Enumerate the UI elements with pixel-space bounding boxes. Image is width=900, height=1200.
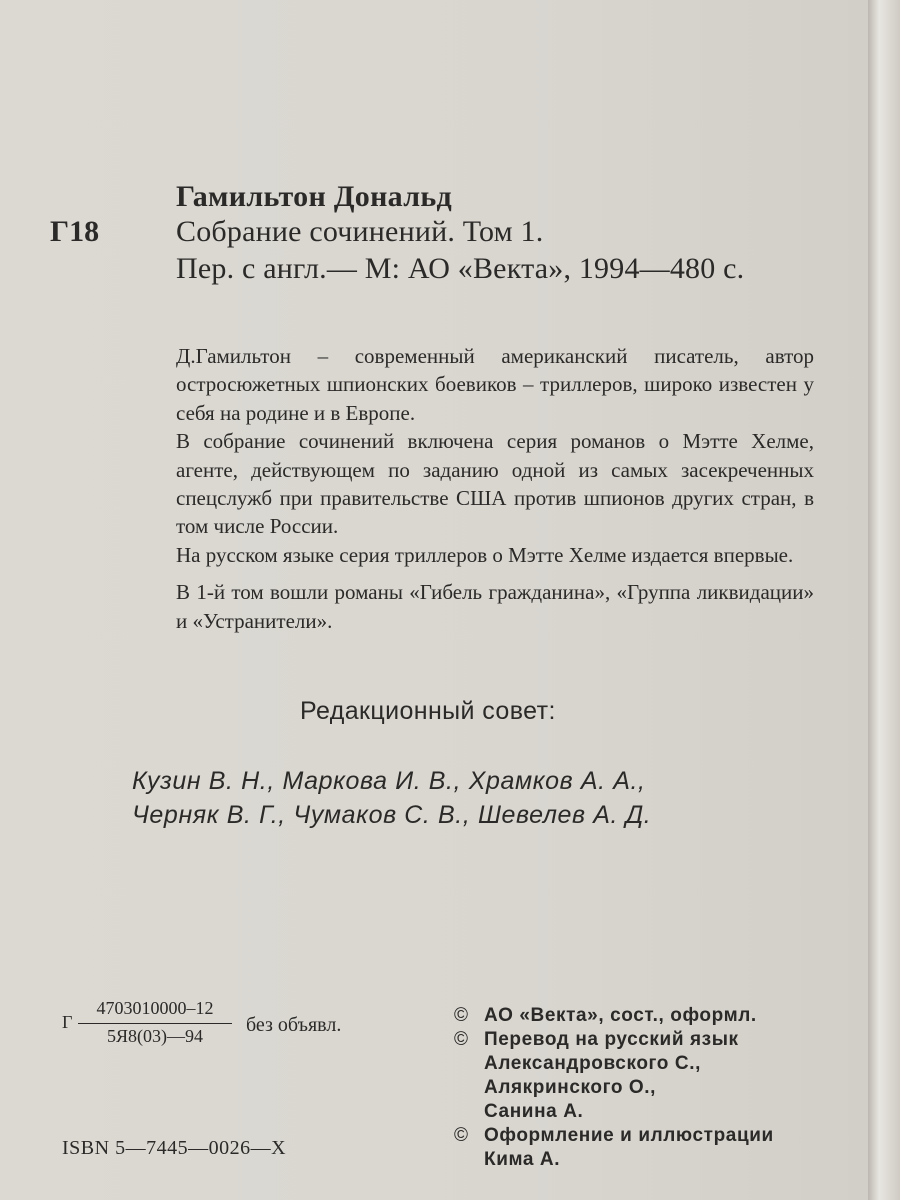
no-ads-note: без объявл.	[246, 1014, 342, 1036]
copyright-icon: ©	[454, 1125, 469, 1146]
annotation-paragraph: В собрание сочинений включена серия романов о Мэтте Хелме, агенте, действующем по заданию одной из самых засекреченных спецслужб при правительстве США против шпионов других стран, в том числе России.	[176, 429, 814, 539]
council-members-line: Черняк В. Г., Чумаков С. В., Шевелев А. Д.	[132, 801, 652, 829]
annotation-paragraph: Д.Гамильтон – современный американский писатель, автор остросюжетных шпионских боевиков – триллеров, широко известен у себя на родине и в Европе.	[176, 344, 814, 425]
copyright-line: Кима А.	[484, 1149, 561, 1170]
publication-index-numerator: 4703010000–12	[96, 998, 214, 1018]
copyright-line: Алякринского О.,	[484, 1077, 657, 1098]
publication-index-letter: Г	[62, 1012, 73, 1032]
copyright-block	[454, 1004, 774, 1172]
copyright-line: Перевод на русский язык	[484, 1029, 739, 1050]
isbn: ISBN 5—7445—0026—X	[62, 1137, 287, 1159]
copyright-line: Александровского С.,	[484, 1053, 701, 1074]
copyright-icon: ©	[454, 1029, 469, 1050]
imprint-line: Пер. с англ.— М: АО «Векта», 1994—480 с.	[176, 252, 745, 285]
annotation	[176, 342, 814, 635]
book-title: Собрание сочинений. Том 1.	[176, 215, 544, 248]
fraction-divider	[78, 1023, 232, 1024]
annotation-paragraph: На русском языке серия триллеров о Мэтте Хелме издается впервые.	[176, 542, 794, 567]
annotation-paragraph: В 1-й том вошли романы «Гибель гражданина», «Группа ликвидации» и «Устранители».	[176, 580, 814, 633]
copyright-icon: ©	[454, 1005, 469, 1026]
editorial-council-heading: Редакционный совет:	[300, 697, 556, 725]
copyright-line: Оформление и иллюстрации	[484, 1125, 774, 1146]
editorial-council-members	[132, 764, 651, 832]
catalog-code: Г18	[50, 215, 100, 248]
copyright-line: АО «Векта», сост., оформл.	[484, 1005, 757, 1026]
publication-index-denominator: 5Я8(03)—94	[107, 1026, 203, 1046]
copyright-line: Санина А.	[484, 1101, 584, 1122]
council-members-line: Кузин В. Н., Маркова И. В., Храмков А. А.,	[132, 767, 646, 795]
page-edge	[868, 0, 900, 1200]
author-name: Гамильтон Дональд	[176, 180, 453, 213]
